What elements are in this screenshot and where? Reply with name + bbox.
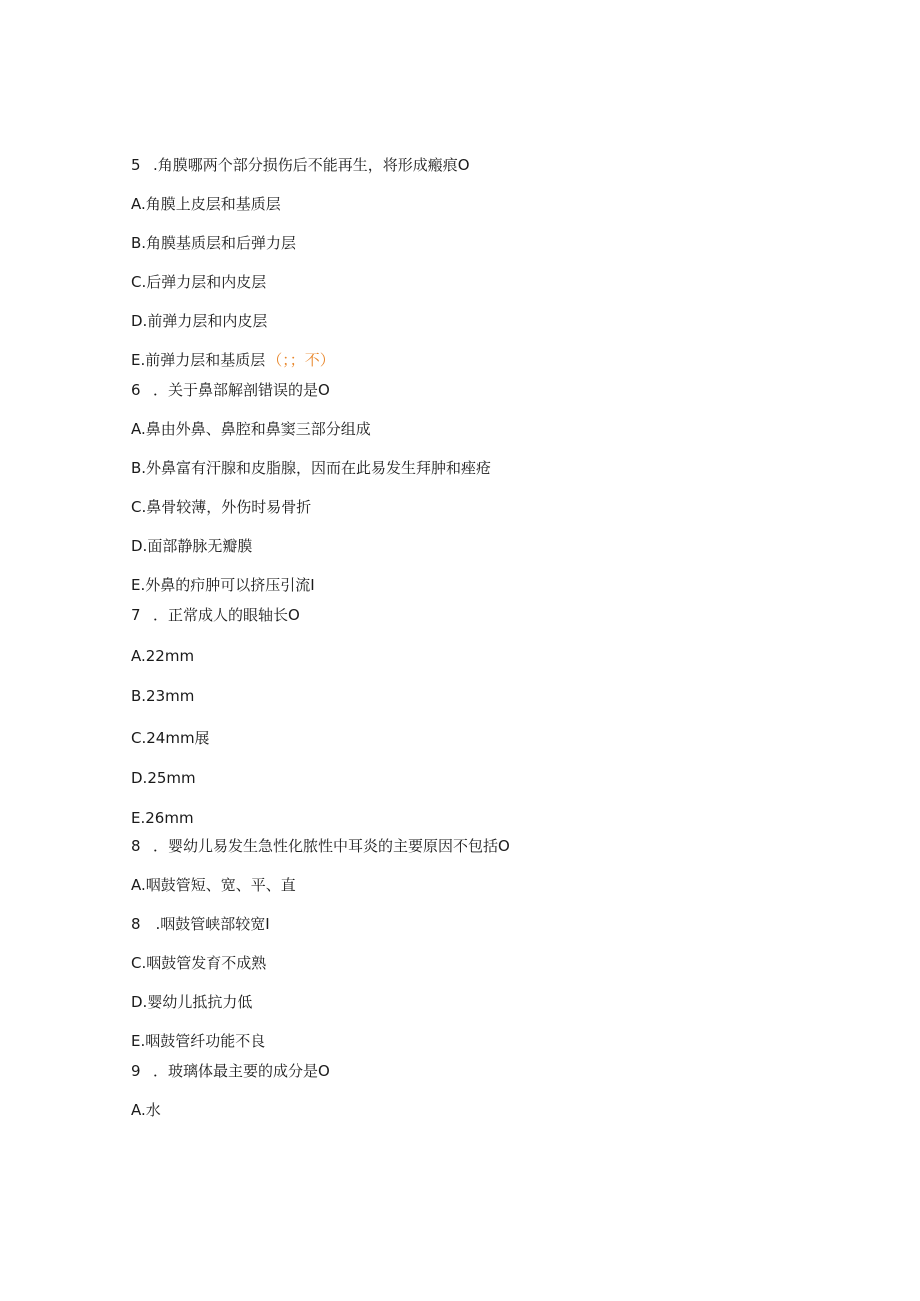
question-8 bbox=[131, 836, 510, 856]
handwritten-annotation: （；；不） bbox=[267, 351, 335, 369]
option-7d: D.25mm bbox=[131, 769, 196, 787]
question-9 bbox=[131, 1061, 330, 1081]
question-6 bbox=[131, 380, 330, 400]
question-5 bbox=[131, 155, 470, 175]
question-text: ．关于鼻部解剖错误的是O bbox=[153, 381, 330, 399]
option-8b: 8 .咽鼓管峡部较宽I bbox=[131, 915, 270, 933]
question-text: .角膜哪两个部分损伤后不能再生，将形成瘢痕O bbox=[153, 156, 470, 174]
option-5a: A.角膜上皮层和基质层 bbox=[131, 195, 281, 213]
option-7a: A.22mm bbox=[131, 647, 195, 665]
option-5b: B.角膜基质层和后弹力层 bbox=[131, 234, 297, 252]
question-text: ．正常成人的眼轴长O bbox=[153, 606, 300, 624]
question-text: ．婴幼儿易发生急性化脓性中耳炎的主要原因不包括O bbox=[153, 837, 510, 855]
option-8a: A.咽鼓管短、宽、平、直 bbox=[131, 876, 296, 894]
option-6d: D.面部静脉无瓣膜 bbox=[131, 537, 253, 555]
option-5e bbox=[131, 350, 335, 370]
option-6e: E.外鼻的疖肿可以挤压引流I bbox=[131, 576, 315, 594]
option-6a: A.鼻由外鼻、鼻腔和鼻窦三部分组成 bbox=[131, 420, 371, 438]
option-8e: E.咽鼓管纤功能不良 bbox=[131, 1032, 266, 1050]
question-number: 6 bbox=[131, 381, 141, 399]
option-7b: B.23mm bbox=[131, 687, 195, 705]
option-text: E.前弹力层和基质层 bbox=[131, 351, 266, 369]
option-5d: D.前弹力层和内皮层 bbox=[131, 312, 268, 330]
option-8d: D.婴幼儿抵抗力低 bbox=[131, 993, 253, 1011]
option-6b: B.外鼻富有汗腺和皮脂腺，因而在此易发生拜肿和痤疮 bbox=[131, 459, 492, 477]
question-number: 8 bbox=[131, 837, 141, 855]
option-7c: C.24mm展 bbox=[131, 729, 210, 747]
option-5c: C.后弹力层和内皮层 bbox=[131, 273, 267, 291]
option-9a: A.水 bbox=[131, 1101, 161, 1119]
option-8c: C.咽鼓管发育不成熟 bbox=[131, 954, 267, 972]
question-number: 7 bbox=[131, 606, 141, 624]
question-number: 9 bbox=[131, 1062, 141, 1080]
option-6c: C.鼻骨较薄，外伤时易骨折 bbox=[131, 498, 312, 516]
question-7 bbox=[131, 605, 300, 625]
question-text: ．玻璃体最主要的成分是O bbox=[153, 1062, 330, 1080]
option-7e: E.26mm bbox=[131, 809, 194, 827]
question-number: 5 bbox=[131, 156, 141, 174]
